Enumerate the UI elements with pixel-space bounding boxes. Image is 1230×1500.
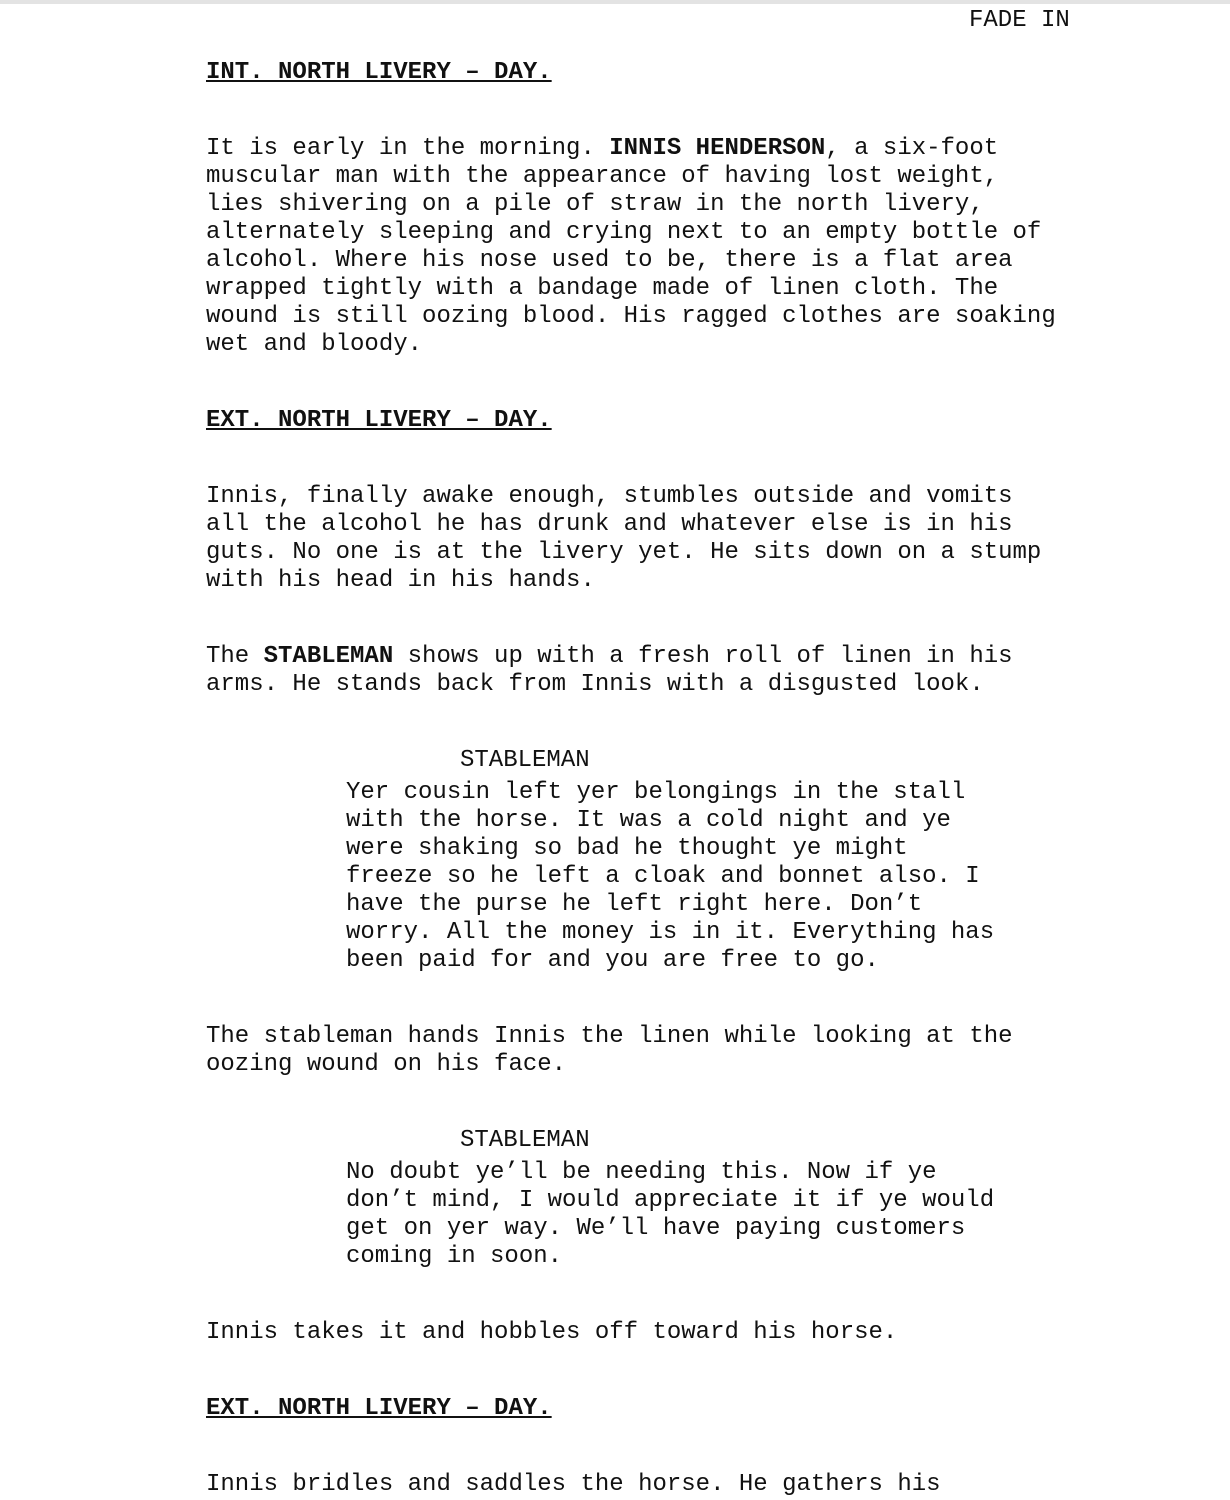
action-line: all the alcohol he has drunk and whatever else is in his [206,511,1013,538]
action-line: The STABLEMAN shows up with a fresh roll of linen in his [206,643,1013,670]
action-line: Innis bridles and saddles the horse. He gathers his [206,1471,941,1498]
action-line: guts. No one is at the livery yet. He sits down on a stump [206,539,1042,566]
action-line: The stableman hands Innis the linen while looking at the [206,1023,1013,1050]
dialogue-line: were shaking so bad he thought ye might [346,835,908,862]
action-line: muscular man with the appearance of having lost weight, [206,163,999,190]
dialogue-line: don’t mind, I would appreciate it if ye would [346,1187,995,1214]
action-line: alternately sleeping and crying next to an empty bottle of [206,219,1042,246]
dialogue-line: with the horse. It was a cold night and ye [346,807,951,834]
scene-heading: EXT. NORTH LIVERY – DAY. [206,407,552,434]
character-cue: STABLEMAN [460,747,590,774]
action-line: with his head in his hands. [206,567,595,594]
dialogue-line: have the purse he left right here. Don’t [346,891,923,918]
action-line: arms. He stands back from Innis with a disgusted look. [206,671,984,698]
transition-fade-in: FADE IN [969,7,1070,34]
action-line: wound is still oozing blood. His ragged clothes are soaking [206,303,1056,330]
dialogue-line: been paid for and you are free to go. [346,947,879,974]
character-intro-name: INNIS HENDERSON [609,135,826,162]
dialogue-line: coming in soon. [346,1243,563,1270]
page-top-border [0,0,1230,4]
action-line: oozing wound on his face. [206,1051,567,1078]
action-line: Innis, finally awake enough, stumbles outside and vomits [206,483,1013,510]
dialogue-line: get on yer way. We’ll have paying customers [346,1215,966,1242]
action-line: It is early in the morning. INNIS HENDERSON, a six-foot [206,135,999,162]
action-line: wet and bloody. [206,331,423,358]
character-intro-name: STABLEMAN [263,643,394,670]
action-line: lies shivering on a pile of straw in the north livery, [206,191,984,218]
dialogue-line: freeze so he left a cloak and bonnet also. I [346,863,980,890]
action-line: alcohol. Where his nose used to be, there is a flat area [206,247,1013,274]
dialogue-line: No doubt ye’ll be needing this. Now if ye [346,1159,937,1186]
action-line: Innis takes it and hobbles off toward his horse. [206,1319,898,1346]
character-cue: STABLEMAN [460,1127,590,1154]
scene-heading: INT. NORTH LIVERY – DAY. [206,59,552,86]
dialogue-line: worry. All the money is in it. Everything has [346,919,995,946]
scene-heading: EXT. NORTH LIVERY – DAY. [206,1395,552,1422]
dialogue-line: Yer cousin left yer belongings in the stall [346,779,966,806]
action-line: wrapped tightly with a bandage made of linen cloth. The [206,275,999,302]
